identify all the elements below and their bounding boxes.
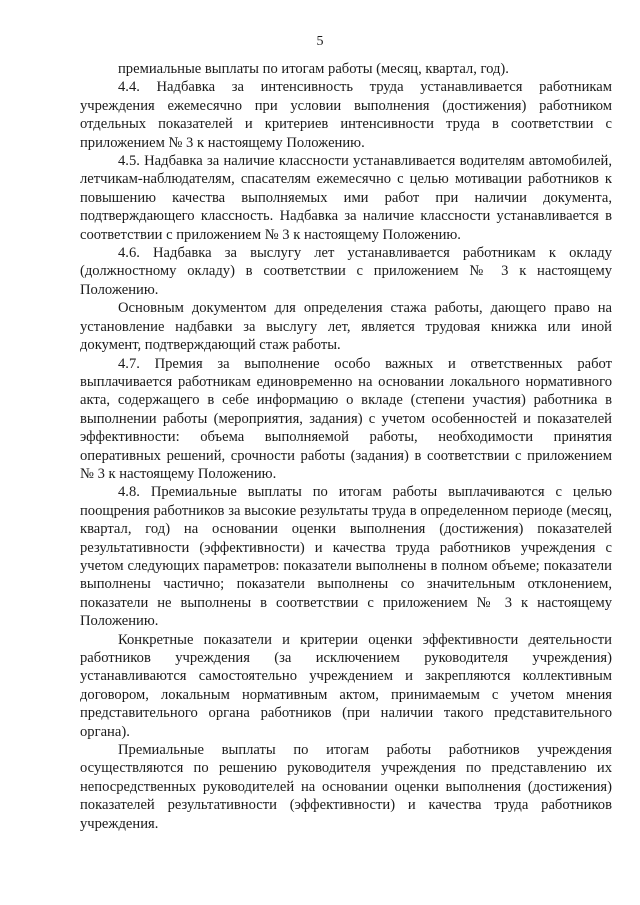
paragraph-4-5: 4.5. Надбавка за наличие классности устанавливается водителям автомобилей, летчикам-наблюдателям, спасателям ежемесячно с целью мотивации работников к повышению качества выполняемых ими работ при наличии документа, подтверждающего классность. Надбавка за наличие классности устанавливается в соответствии с приложением № 3 к настоящему Положению.: [80, 153, 612, 243]
paragraph-continuation: премиальные выплаты по итогам работы (месяц, квартал, год).: [118, 61, 509, 77]
paragraph-4-7: 4.7. Премия за выполнение особо важных и ответственных работ выплачивается работникам единовременно на основании локального нормативного акта, содержащего в себе информацию о вкладе (степени участия) работника в выполнении работы (мероприятия, задания) с учетом особенностей и показателей эффективности: объема выполняемой работы, необходимости принятия оперативных решений, срочности работы (задания) в соответствии с приложением № 3 к настоящему Положению.: [80, 355, 612, 482]
paragraph-performance-criteria: Конкретные показатели и критерии оценки эффективности деятельности работников учреждения (за исключением руководителя учреждения) устанавливаются самостоятельно учреждением и закрепляются коллективным договором, локальным нормативным актом, принимаемым с учетом мнения представительного органа работников (при наличии такого представительного органа).: [80, 631, 612, 740]
paragraph-4-6: 4.6. Надбавка за выслугу лет устанавливается работникам к окладу (должностному окладу) в соответствии с приложением № 3 к настоящему Положению.: [80, 245, 612, 298]
page-number: 5: [316, 34, 324, 49]
paragraph-bonus-decision: Премиальные выплаты по итогам работы работников учреждения осуществляются по решению руководителя учреждения по представлению их непосредственных руководителей на основании оценки выполнения (достижения) показателей результативности (эффективности) и качества труда работников учреждения.: [80, 742, 612, 832]
paragraph-seniority-document: Основным документом для определения стажа работы, дающего право на установление надбавки за выслугу лет, является трудовая книжка или иной документ, подтверждающий стаж работы.: [80, 300, 612, 354]
document-body: [80, 60, 612, 833]
paragraph-4-8: 4.8. Премиальные выплаты по итогам работы выплачиваются с целью поощрения работников за высокие результаты труда в определенном периоде (месяц, квартал, год) на основании оценки выполнения (достижения) показателей результативности (эффективности) и качества труда работников учреждения с учетом следующих параметров: показатели выполнены в полном объеме; показатели выполнены частично; показатели выполнены со значительным отклонением, показатели не выполнены в соответствии с приложением № 3 к настоящему Положению.: [80, 484, 612, 630]
paragraph-4-4: 4.4. Надбавка за интенсивность труда устанавливается работникам учреждения ежемесячно при условии выполнения (достижения) работником отдельных показателей и критериев интенсивности труда в соответствии с приложением № 3 к настоящему Положению.: [80, 79, 612, 151]
